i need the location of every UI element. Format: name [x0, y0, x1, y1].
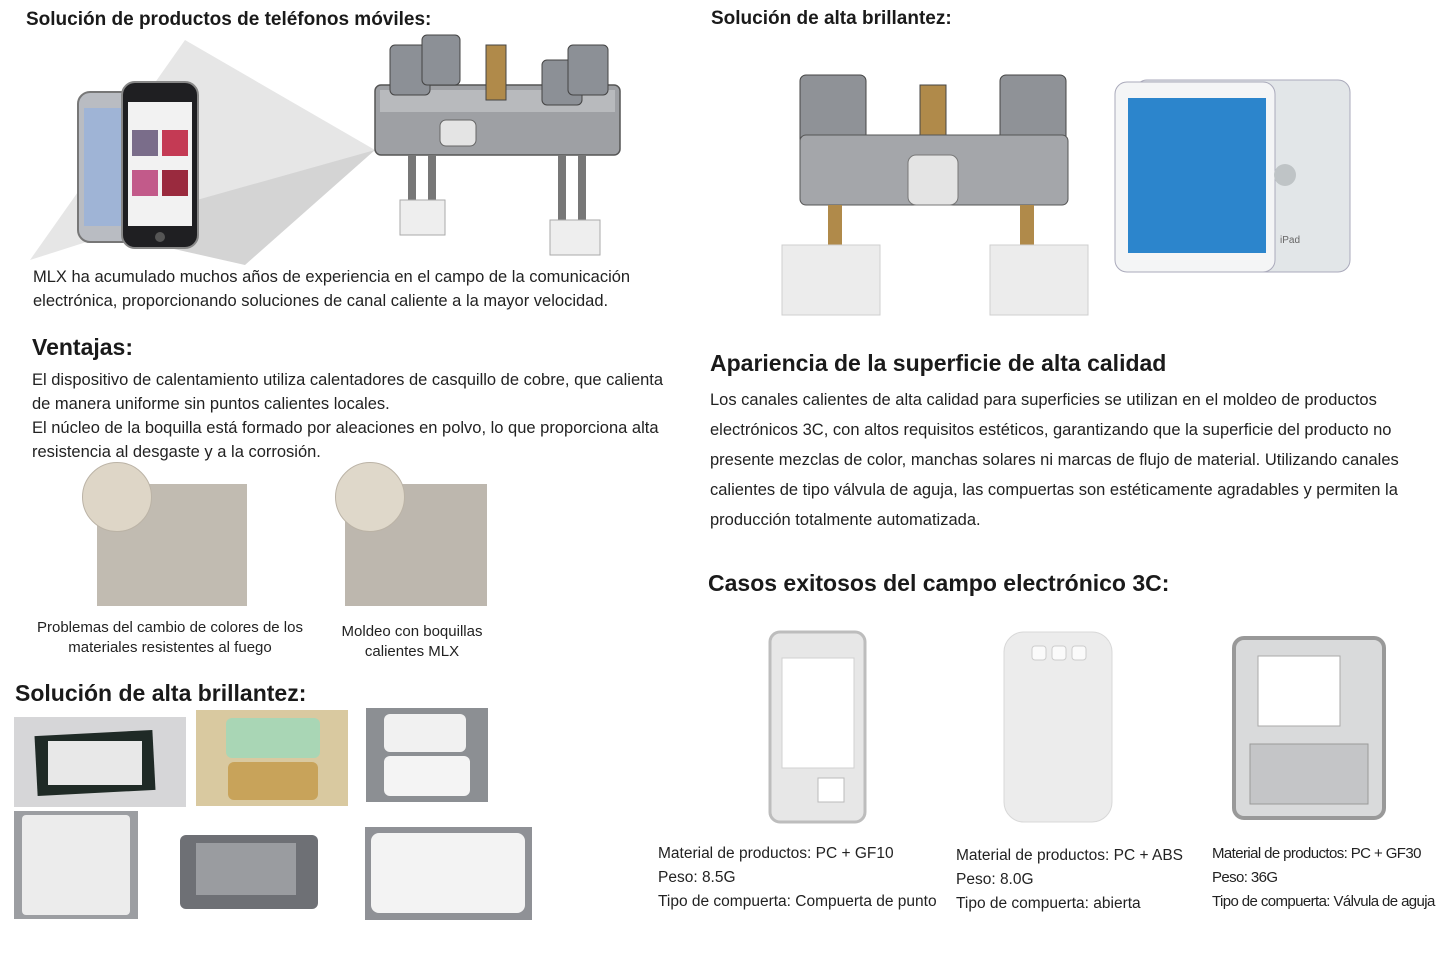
case-2-gate: Tipo de compuerta: abierta — [956, 895, 1141, 912]
case-3-specs — [1212, 842, 1435, 914]
case-3-weight: Peso: 36G — [1212, 869, 1278, 886]
glossy-part-photo — [366, 708, 488, 802]
case-1-material: Material de productos: PC + GF10 — [658, 845, 894, 862]
surface-paragraph: Los canales calientes de alta calidad para superficies se utilizan en el moldeo de productos electrónicos 3C, con altos requisitos estéticos, garantizando que la superficie del producto no presente mezclas de color, manchas solares ni marcas de flujo de material. Utilizando canales calientes de tipo válvula de aguja, las compuertas son estéticamente agradables y permiten la producción totalmente automatizada. — [710, 391, 1399, 529]
defect-sample-caption: Problemas del cambio de colores de los materiales resistentes al fuego — [37, 619, 303, 656]
advantages-text-1: El dispositivo de calentamiento utiliza calentadores de casquillo de cobre, que calienta de manera uniforme sin puntos calientes locales. — [32, 371, 664, 413]
advantages-title: Ventajas: — [32, 334, 133, 360]
case-2-material: Material de productos: PC + ABS — [956, 847, 1184, 864]
gloss-title-right: Solución de alta brillantez: — [711, 8, 952, 29]
glossy-part-photo — [365, 827, 532, 920]
mlx-sample-caption: Moldeo con boquillas calientes MLX — [341, 623, 483, 660]
intro-paragraph: MLX ha acumulado muchos años de experiencia en el campo de la comunicación electrónica, proporcionando soluciones de canal caliente a la mayor velocidad. — [33, 268, 631, 310]
case-1-gate: Tipo de compuerta: Compuerta de punto — [658, 893, 937, 910]
glossy-part-photo — [196, 710, 348, 806]
case-1-weight: Peso: 8.5G — [658, 869, 736, 886]
mobile-solution-title: Solución de productos de teléfonos móviles: — [26, 9, 432, 30]
case-3-material: Material de productos: PC + GF30 — [1212, 845, 1421, 862]
case-3-gate: Tipo de compuerta: Válvula de aguja — [1212, 893, 1435, 910]
valve-gate-hot-runner — [782, 75, 1088, 315]
advantages-text-2: El núcleo de la boquilla está formado por aleaciones en polvo, lo que proporciona alta resistencia al desgaste y a la corrosión. — [32, 419, 659, 461]
defect-sample-image — [82, 462, 252, 612]
phone-front — [122, 82, 198, 248]
case-frame-pc-gf10-image — [760, 628, 875, 828]
tablet-brand-label: iPad — [1280, 235, 1301, 246]
glossy-part-photo — [176, 831, 322, 913]
tablet-product — [1115, 80, 1350, 272]
case-cover-pc-abs-image — [998, 628, 1118, 828]
case-frame-pc-gf30-image — [1230, 634, 1390, 822]
surface-title: Apariencia de la superficie de alta calidad — [710, 350, 1167, 376]
mlx-sample-image — [335, 462, 490, 612]
glossy-part-photo — [14, 717, 186, 807]
glossy-part-photo — [14, 811, 138, 919]
case-2-specs — [956, 844, 1183, 916]
case-1-specs — [658, 842, 937, 914]
mobile-solution-image — [30, 30, 640, 268]
gloss-solution-image — [780, 60, 1380, 330]
case-2-weight: Peso: 8.0G — [956, 871, 1034, 888]
hot-runner-manifold — [375, 35, 620, 255]
gloss-title-left: Solución de alta brillantez: — [15, 680, 307, 706]
cases-title: Casos exitosos del campo electrónico 3C: — [708, 570, 1170, 596]
